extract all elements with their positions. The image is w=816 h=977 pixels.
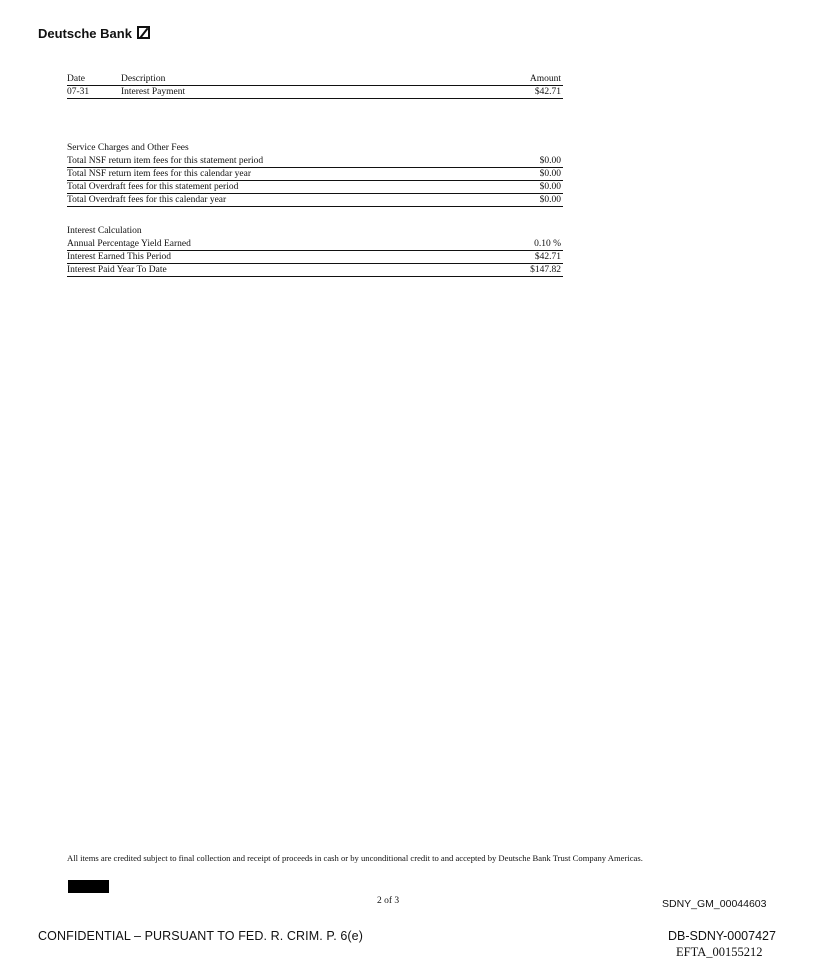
fee-amount: $0.00 xyxy=(539,195,561,205)
redaction-block xyxy=(68,880,109,893)
disclaimer-text: All items are credited subject to final collection and receipt of proceeds in cash or by unconditional credit to and accepted by Deutsche Bank Trust Company Americas. xyxy=(67,853,643,863)
table-row xyxy=(67,238,563,251)
bates-number-db: DB-SDNY-0007427 xyxy=(668,929,776,943)
section-title: Service Charges and Other Fees xyxy=(67,143,189,153)
page-number: 2 of 3 xyxy=(377,896,400,906)
interest-amount: 0.10 % xyxy=(534,239,561,249)
fee-amount: $0.00 xyxy=(539,169,561,179)
transaction-amount: $42.71 xyxy=(534,87,561,97)
fee-amount: $0.00 xyxy=(539,156,561,166)
table-row xyxy=(67,155,563,168)
table-row xyxy=(67,168,563,181)
table-row xyxy=(67,194,563,207)
date-column-header: Date xyxy=(67,74,85,84)
fee-amount: $0.00 xyxy=(539,182,561,192)
service-charges-section xyxy=(67,143,563,207)
fee-label: Total Overdraft fees for this calendar year xyxy=(67,195,227,205)
table-row xyxy=(67,251,563,264)
amount-column-header: Amount xyxy=(529,74,561,84)
table-row xyxy=(67,86,563,99)
table-row xyxy=(67,264,563,277)
interest-label: Annual Percentage Yield Earned xyxy=(67,239,191,249)
fee-label: Total Overdraft fees for this statement period xyxy=(67,182,239,192)
interest-label: Interest Earned This Period xyxy=(67,252,172,262)
fee-label: Total NSF return item fees for this statement period xyxy=(67,156,264,166)
description-column-header: Description xyxy=(121,74,166,84)
interest-label: Interest Paid Year To Date xyxy=(67,265,167,275)
transaction-date: 07-31 xyxy=(67,87,90,97)
bank-logo xyxy=(38,26,150,41)
fee-label: Total NSF return item fees for this calendar year xyxy=(67,169,251,179)
interest-amount: $147.82 xyxy=(530,265,561,275)
bank-name: Deutsche Bank xyxy=(38,26,132,41)
confidential-notice: CONFIDENTIAL – PURSUANT TO FED. R. CRIM. P. 6(e) xyxy=(38,929,363,943)
interest-calculation-section xyxy=(67,226,563,277)
bates-number-sdny-gm: SDNY_GM_00044603 xyxy=(662,898,767,910)
efta-number: EFTA_00155212 xyxy=(676,945,763,959)
transactions-header-row xyxy=(67,73,563,86)
table-row xyxy=(67,181,563,194)
transactions-table xyxy=(67,73,563,99)
section-title: Interest Calculation xyxy=(67,226,142,236)
interest-amount: $42.71 xyxy=(534,252,561,262)
transaction-description: Interest Payment xyxy=(121,87,186,97)
bank-slash-logo-icon xyxy=(137,26,150,39)
